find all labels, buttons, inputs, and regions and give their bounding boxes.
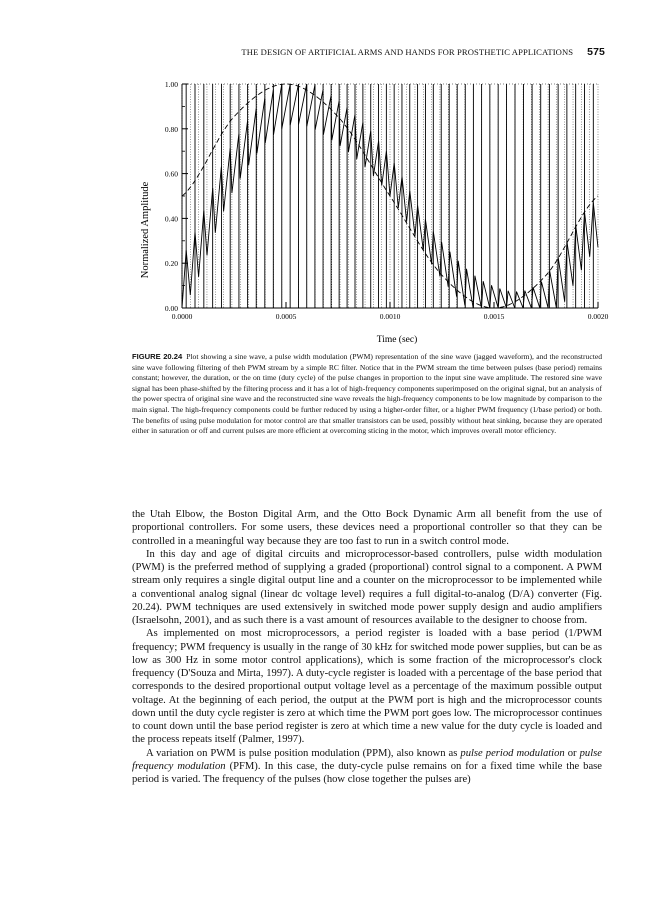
running-head [0, 46, 605, 58]
pwm-figure-chart [130, 70, 610, 345]
figure-caption [132, 352, 602, 437]
y-tick-label: 1.00 [164, 80, 178, 89]
plot-area [165, 80, 609, 321]
paragraph-3: As implemented on most microprocessors, a period register is loaded with a base period (1/PWM frequency; PWM frequency is usually in the range of 30 kHz for switched mode power supplies, but can be as low as 300 Hz in some motor control applications), which is some fraction of the microprocessor's clock frequency (D'Souza and Mirta, 1997). A duty-cycle register is loaded with a percentage of the base period that corresponds to the desired proportional output voltage level as a percentage of the maximum possible output voltage. At the beginning of each period, the output at the PWM port is high and the microprocessor counts down until the duty cycle register is zero at which time the PWM port goes low. The microprocessor continues to count down until the base period register is zero at which time a new value for the duty cycle is loaded and the process repeats itself (Palmer, 1997). [132, 628, 602, 746]
x-tick-label: 0.0005 [275, 312, 297, 321]
running-title: THE DESIGN OF ARTIFICIAL ARMS AND HANDS FOR PROSTHETIC APPLICATIONS [241, 47, 574, 57]
y-tick-label: 0.60 [164, 169, 178, 179]
paragraph-1: the Utah Elbow, the Boston Digital Arm, and the Otto Bock Dynamic Arm all benefit from the use of proportional controllers. For some users, these devices need a proportional controller so that they can be controlled in a meaningful way because they are too fast to run in a switch control mode. [132, 509, 602, 547]
x-tick-label: 0.0020 [587, 312, 609, 321]
paragraph-4 [132, 747, 602, 787]
term-pulse-frequency-modulation: pulse frequency modulation [132, 747, 602, 772]
x-tick-label: 0.0010 [379, 312, 401, 321]
y-tick-label: 0.00 [164, 304, 178, 313]
page-number: 575 [587, 46, 605, 58]
x-axis-label: Time (sec) [376, 335, 418, 345]
paragraph-2: In this day and age of digital circuits and microprocessor-based controllers, pulse width modulation (PWM) is the preferred method of supplying a graded (proportional) control signal to a component. A PWM stream only requires a single digital output line and a counter on the microprocessor to be implemented while a conventional analog signal (linear dc voltage level) requires a full digital-to-analog (D/A) converter (Fig. 20.24). PWM techniques are used extensively in switched mode power supply design and audio amplifiers (Israelsohn, 2001), and as such there is a vast amount of resources available to the designer to choose from. [132, 548, 602, 626]
paragraph-4-text-b: or [564, 747, 580, 759]
x-tick-label: 0.0015 [483, 312, 505, 321]
y-tick-label: 0.40 [164, 214, 178, 224]
paragraph-4-text-c: (PFM). In this case, the duty-cycle pulse remains on for a fixed time while the base period is varied. The frequency of the pulses (how close together the pulses are) [132, 760, 602, 785]
y-tick-label: 0.80 [164, 124, 178, 134]
caption-text: Plot showing a sine wave, a pulse width modulation (PWM) representation of the sine wave (jagged waveform), and the reconstructed sine wave following filtering of theh PWM stream by a simple RC filter. Notice that in the PWM stream the time between pulses (base period) remains constant; however, the duration, or the on time (duty cycle) of the pulse changes in proportion to the input sine wave amplitude. The restored sine wave signal has been phase-shifted by the filtering process and it has a lot of high-frequency components superimposed on the original signal, but an analysis of the power spectra of original sine wave and the reconstructed sine wave reveals the high-frequency components to be low magnitude by comparison to the main signal. The high-frequency components could be further reduced by using a higher-order filter, or a higher PWM frequency (1/base period) or both. The benefits of using pulse modulation for motor control are that smaller transistors can be used, possibly without heat sinking, because they are operated either in saturation or off and current pulses are more efficient at overcoming sticing in the motor, which improves overall motor efficiency. [132, 352, 602, 436]
caption-label: FIGURE 20.24 [132, 352, 183, 361]
y-axis-label: Normalized Amplitude [140, 181, 151, 279]
x-tick-label: 0.0000 [171, 312, 193, 321]
paragraph-4-text-a: A variation on PWM is pulse position modulation (PPM), also known as [146, 747, 461, 759]
y-tick-label: 0.20 [164, 259, 178, 269]
term-pulse-period-modulation: pulse period modulation [460, 747, 565, 759]
body-text [132, 508, 602, 786]
